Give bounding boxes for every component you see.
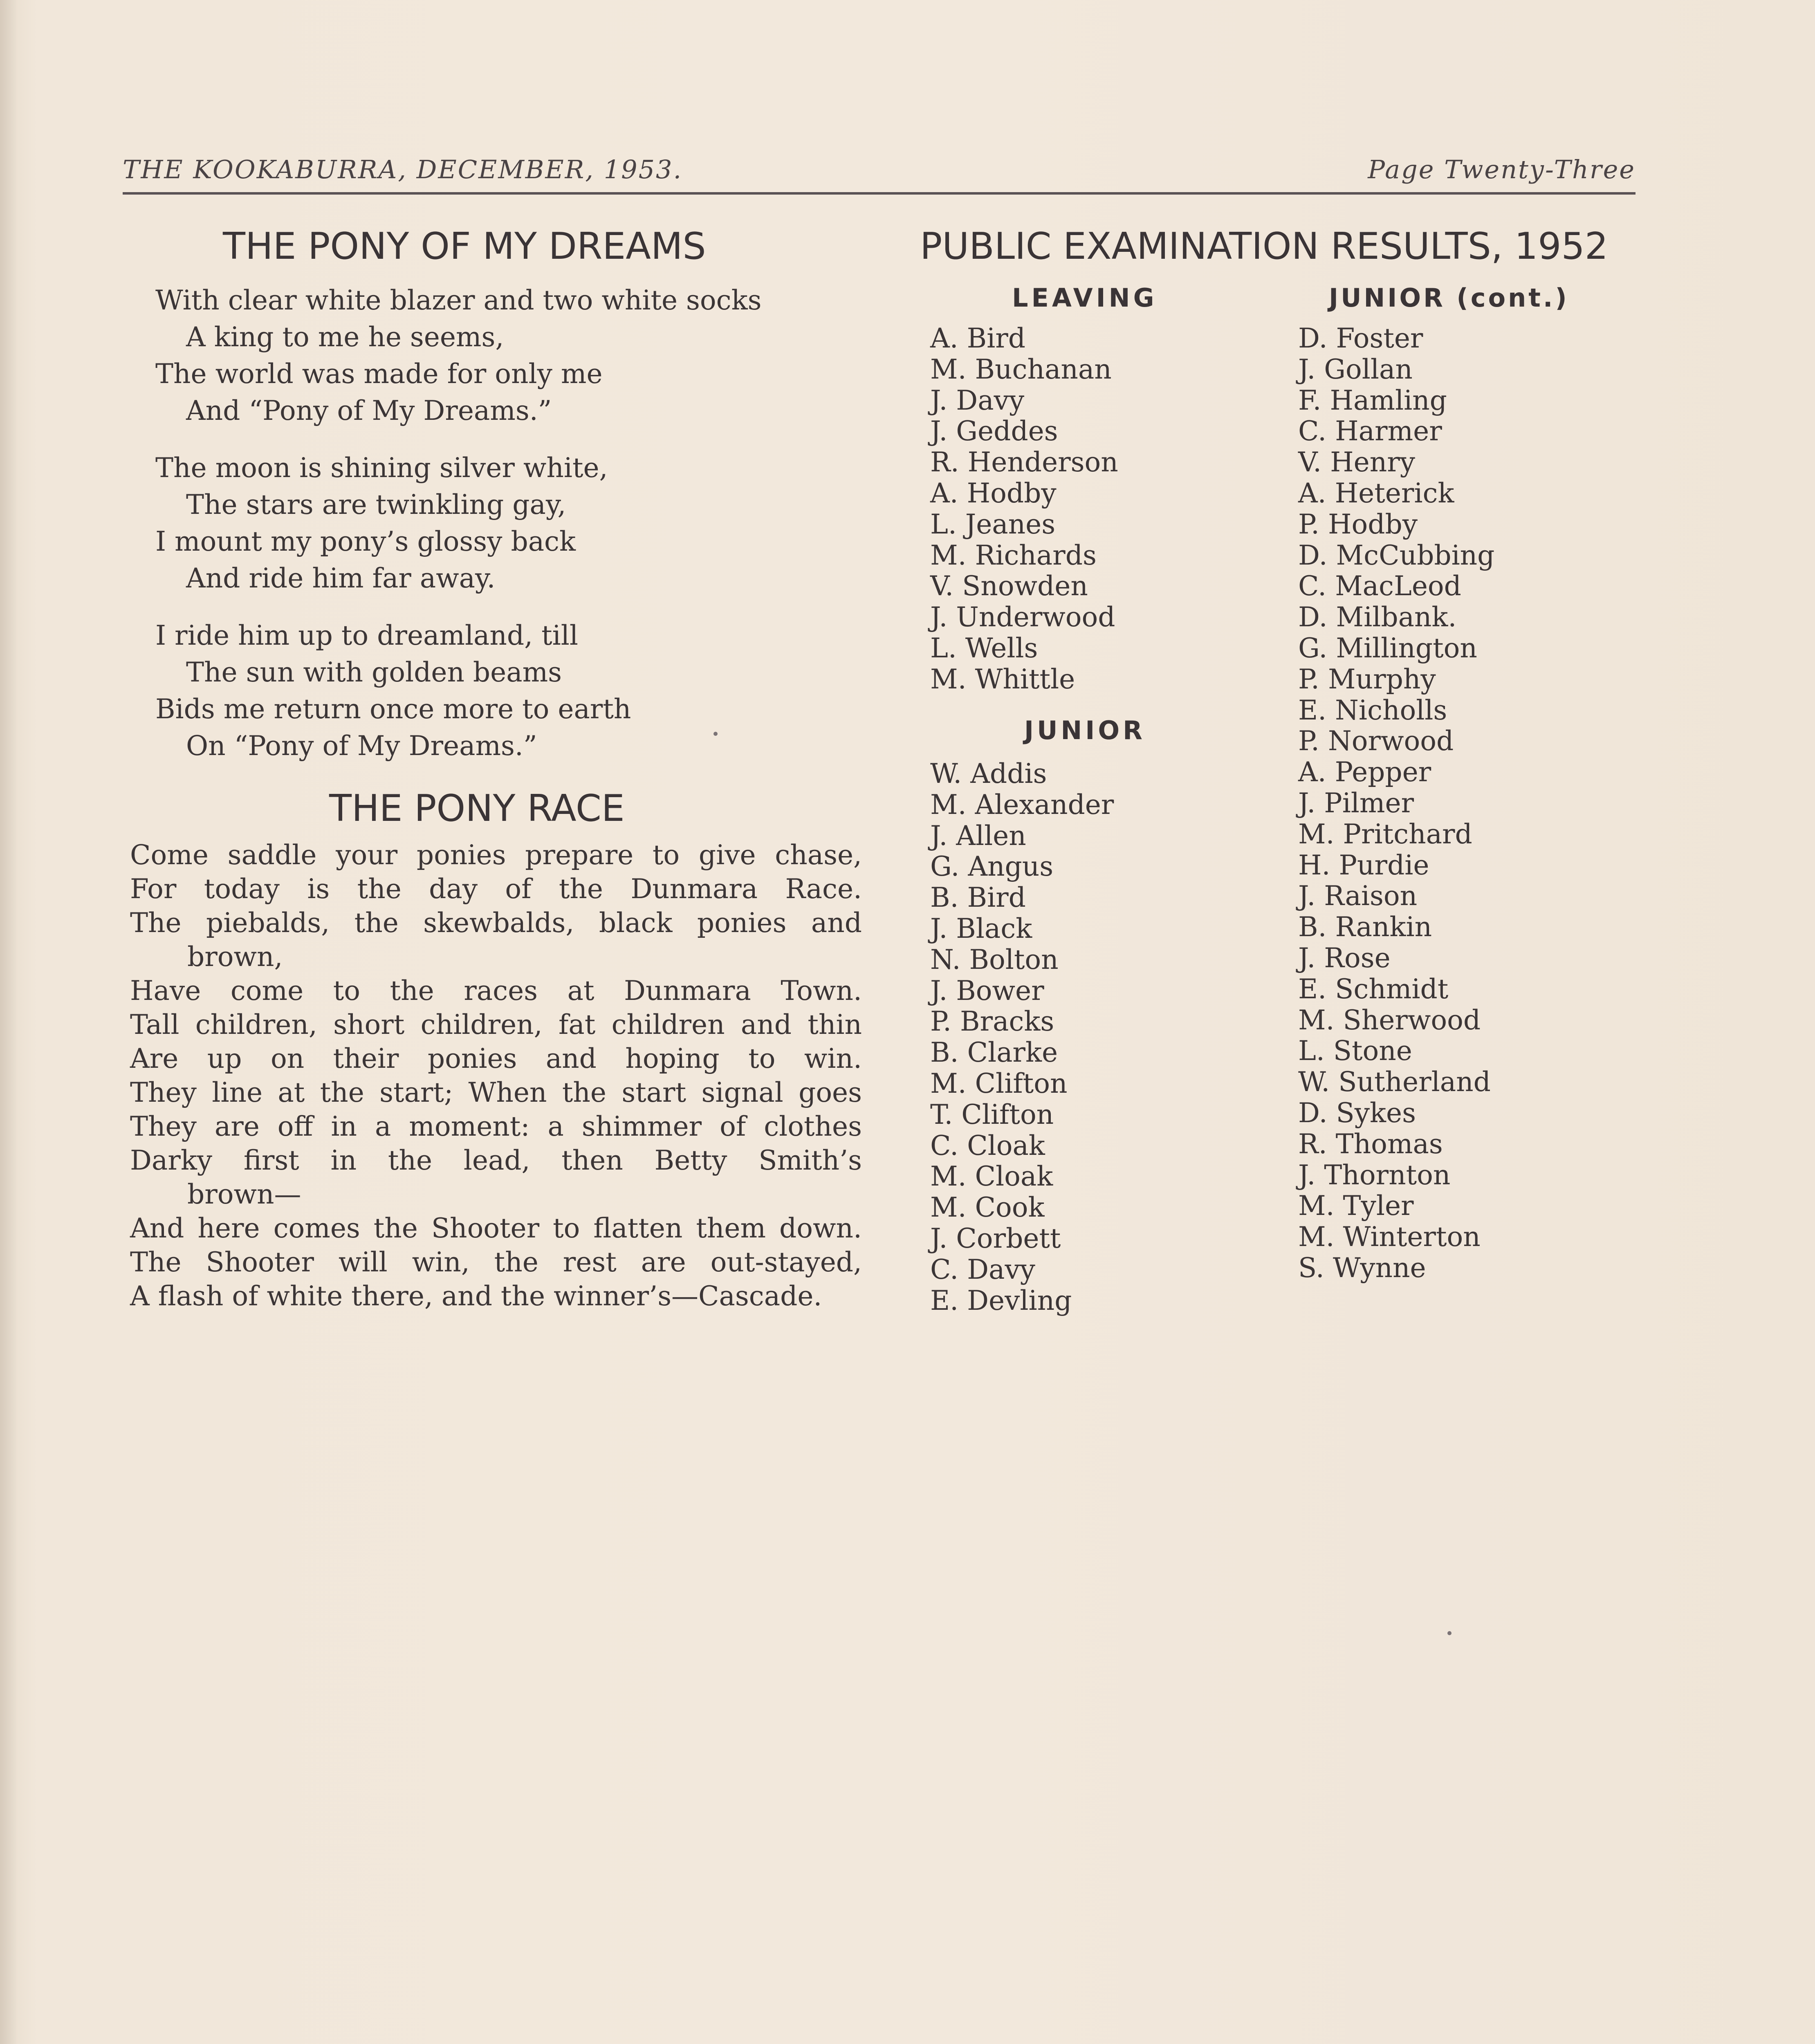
- junior-name-list: [930, 758, 1114, 1316]
- student-name: M. Buchanan: [930, 353, 1112, 385]
- student-name: T. Clifton: [930, 1098, 1054, 1130]
- results-title: PUBLIC EXAMINATION RESULTS, 1952: [920, 225, 1609, 268]
- student-name: W. Addis: [930, 758, 1047, 789]
- student-name: W. Sutherland: [1298, 1066, 1491, 1098]
- student-name: S. Wynne: [1298, 1252, 1426, 1284]
- student-name: M. Sherwood: [1298, 1004, 1481, 1036]
- student-name: M. Clifton: [930, 1067, 1068, 1099]
- stanza: [155, 282, 871, 429]
- student-name: L. Jeanes: [930, 508, 1056, 540]
- student-name: M. Cloak: [930, 1161, 1053, 1192]
- junior-cont-heading: JUNIOR (cont.): [1329, 283, 1569, 313]
- student-name: D. McCubbing: [1298, 539, 1495, 571]
- student-name: M. Whittle: [930, 663, 1075, 695]
- running-head: [123, 151, 1636, 195]
- student-name: J. Davy: [930, 384, 1025, 416]
- student-name: R. Henderson: [930, 446, 1118, 478]
- publication-title: THE KOOKABURRA, DECEMBER, 1953.: [123, 155, 683, 184]
- student-name: C. Davy: [930, 1253, 1035, 1285]
- poem-line: And “Pony of My Dreams.”: [186, 395, 552, 426]
- poem-line: The Shooter will win, the rest are out-stayed,: [130, 1246, 862, 1278]
- student-name: A. Bird: [930, 323, 1026, 354]
- paper-speck: [713, 732, 718, 736]
- student-name: J. Geddes: [930, 415, 1058, 447]
- leaving-name-list: [930, 323, 1118, 695]
- paper-speck: [1447, 1631, 1452, 1635]
- poem-title-pony-race: THE PONY RACE: [329, 787, 625, 830]
- poem-line: On “Pony of My Dreams.”: [186, 730, 537, 762]
- student-name: F. Hamling: [1298, 384, 1447, 416]
- junior-heading: JUNIOR: [1024, 715, 1146, 745]
- page-number: Page Twenty-Three: [1368, 155, 1636, 184]
- poem-line: I ride him up to dreamland, till: [155, 620, 578, 651]
- poem-line: brown—: [187, 1179, 301, 1210]
- student-name: M. Winterton: [1298, 1221, 1481, 1253]
- student-name: E. Nicholls: [1298, 694, 1447, 726]
- poem-line: The piebalds, the skewbalds, black ponies and: [130, 907, 862, 939]
- student-name: D. Sykes: [1298, 1097, 1416, 1129]
- student-name: M. Cook: [930, 1192, 1045, 1224]
- poem-line: The moon is shining silver white,: [155, 452, 608, 484]
- student-name: V. Snowden: [930, 570, 1088, 602]
- student-name: L. Wells: [930, 632, 1038, 664]
- poem-line: The sun with golden beams: [186, 657, 562, 688]
- student-name: A. Heterick: [1298, 477, 1454, 509]
- student-name: D. Milbank.: [1298, 601, 1457, 633]
- student-name: N. Bolton: [930, 944, 1059, 975]
- student-name: M. Alexander: [930, 789, 1114, 820]
- poem-line: Tall children, short children, fat children and thin: [130, 1009, 862, 1040]
- student-name: J. Bower: [930, 975, 1044, 1006]
- student-name: J. Gollan: [1298, 353, 1413, 385]
- poem-line: A king to me he seems,: [186, 321, 504, 353]
- student-name: G. Millington: [1298, 632, 1477, 664]
- poem-line: The stars are twinkling gay,: [186, 489, 566, 520]
- stanza: [155, 617, 871, 764]
- student-name: J. Corbett: [930, 1222, 1061, 1254]
- student-name: J. Underwood: [930, 601, 1115, 633]
- student-name: B. Clarke: [930, 1037, 1058, 1069]
- poem-line: The world was made for only me: [155, 358, 603, 390]
- student-name: J. Rose: [1298, 942, 1391, 974]
- student-name: G. Angus: [930, 851, 1054, 883]
- student-name: B. Bird: [930, 882, 1026, 914]
- student-name: P. Bracks: [930, 1006, 1054, 1038]
- student-name: V. Henry: [1298, 446, 1416, 478]
- poem-pony-race: [130, 838, 862, 1313]
- student-name: L. Stone: [1298, 1035, 1412, 1067]
- student-name: A. Hodby: [930, 477, 1057, 509]
- poem-line: Have come to the races at Dunmara Town.: [130, 975, 862, 1006]
- poem-line: They are off in a moment: a shimmer of clothes: [130, 1111, 862, 1142]
- poem-line: A flash of white there, and the winner’s—Cascade.: [130, 1280, 822, 1312]
- poem-line: And ride him far away.: [186, 563, 496, 594]
- student-name: R. Thomas: [1298, 1128, 1443, 1160]
- poem-line: brown,: [187, 941, 283, 973]
- poem-title-pony-of-my-dreams: THE PONY OF MY DREAMS: [223, 225, 706, 268]
- student-name: M. Richards: [930, 539, 1097, 571]
- student-name: P. Norwood: [1298, 725, 1454, 757]
- student-name: E. Devling: [930, 1284, 1072, 1316]
- student-name: J. Pilmer: [1298, 787, 1414, 819]
- poem-line: Darky first in the lead, then Betty Smith’s: [130, 1145, 862, 1176]
- student-name: D. Foster: [1298, 323, 1423, 354]
- student-name: M. Pritchard: [1298, 818, 1472, 850]
- student-name: J. Thornton: [1298, 1159, 1451, 1191]
- poem-pony-of-my-dreams: [155, 282, 871, 785]
- student-name: C. Cloak: [930, 1130, 1045, 1161]
- junior-cont-name-list: [1298, 323, 1494, 1284]
- student-name: P. Hodby: [1298, 508, 1418, 540]
- student-name: H. Purdie: [1298, 849, 1429, 881]
- student-name: E. Schmidt: [1298, 973, 1449, 1005]
- poem-line: They line at the start; When the start signal goes: [130, 1077, 862, 1108]
- poem-line: I mount my pony’s glossy back: [155, 526, 576, 557]
- poem-line: Are up on their ponies and hoping to win.: [130, 1043, 862, 1074]
- student-name: M. Tyler: [1298, 1190, 1414, 1222]
- leaving-heading: LEAVING: [1012, 283, 1158, 313]
- student-name: A. Pepper: [1298, 756, 1431, 788]
- student-name: C. Harmer: [1298, 415, 1442, 447]
- student-name: J. Black: [930, 912, 1032, 944]
- page-edge-shadow: [0, 0, 16, 2044]
- stanza: [155, 450, 871, 597]
- student-name: J. Allen: [930, 820, 1026, 852]
- student-name: P. Murphy: [1298, 663, 1436, 695]
- poem-line: And here comes the Shooter to flatten them down.: [130, 1213, 862, 1244]
- poem-line: With clear white blazer and two white socks: [155, 285, 762, 316]
- student-name: C. MacLeod: [1298, 570, 1461, 602]
- poem-line: Bids me return once more to earth: [155, 693, 631, 725]
- poem-line: Come saddle your ponies prepare to give chase,: [130, 839, 862, 871]
- student-name: B. Rankin: [1298, 911, 1432, 943]
- poem-line: For today is the day of the Dunmara Race.: [130, 873, 862, 905]
- student-name: J. Raison: [1298, 880, 1418, 912]
